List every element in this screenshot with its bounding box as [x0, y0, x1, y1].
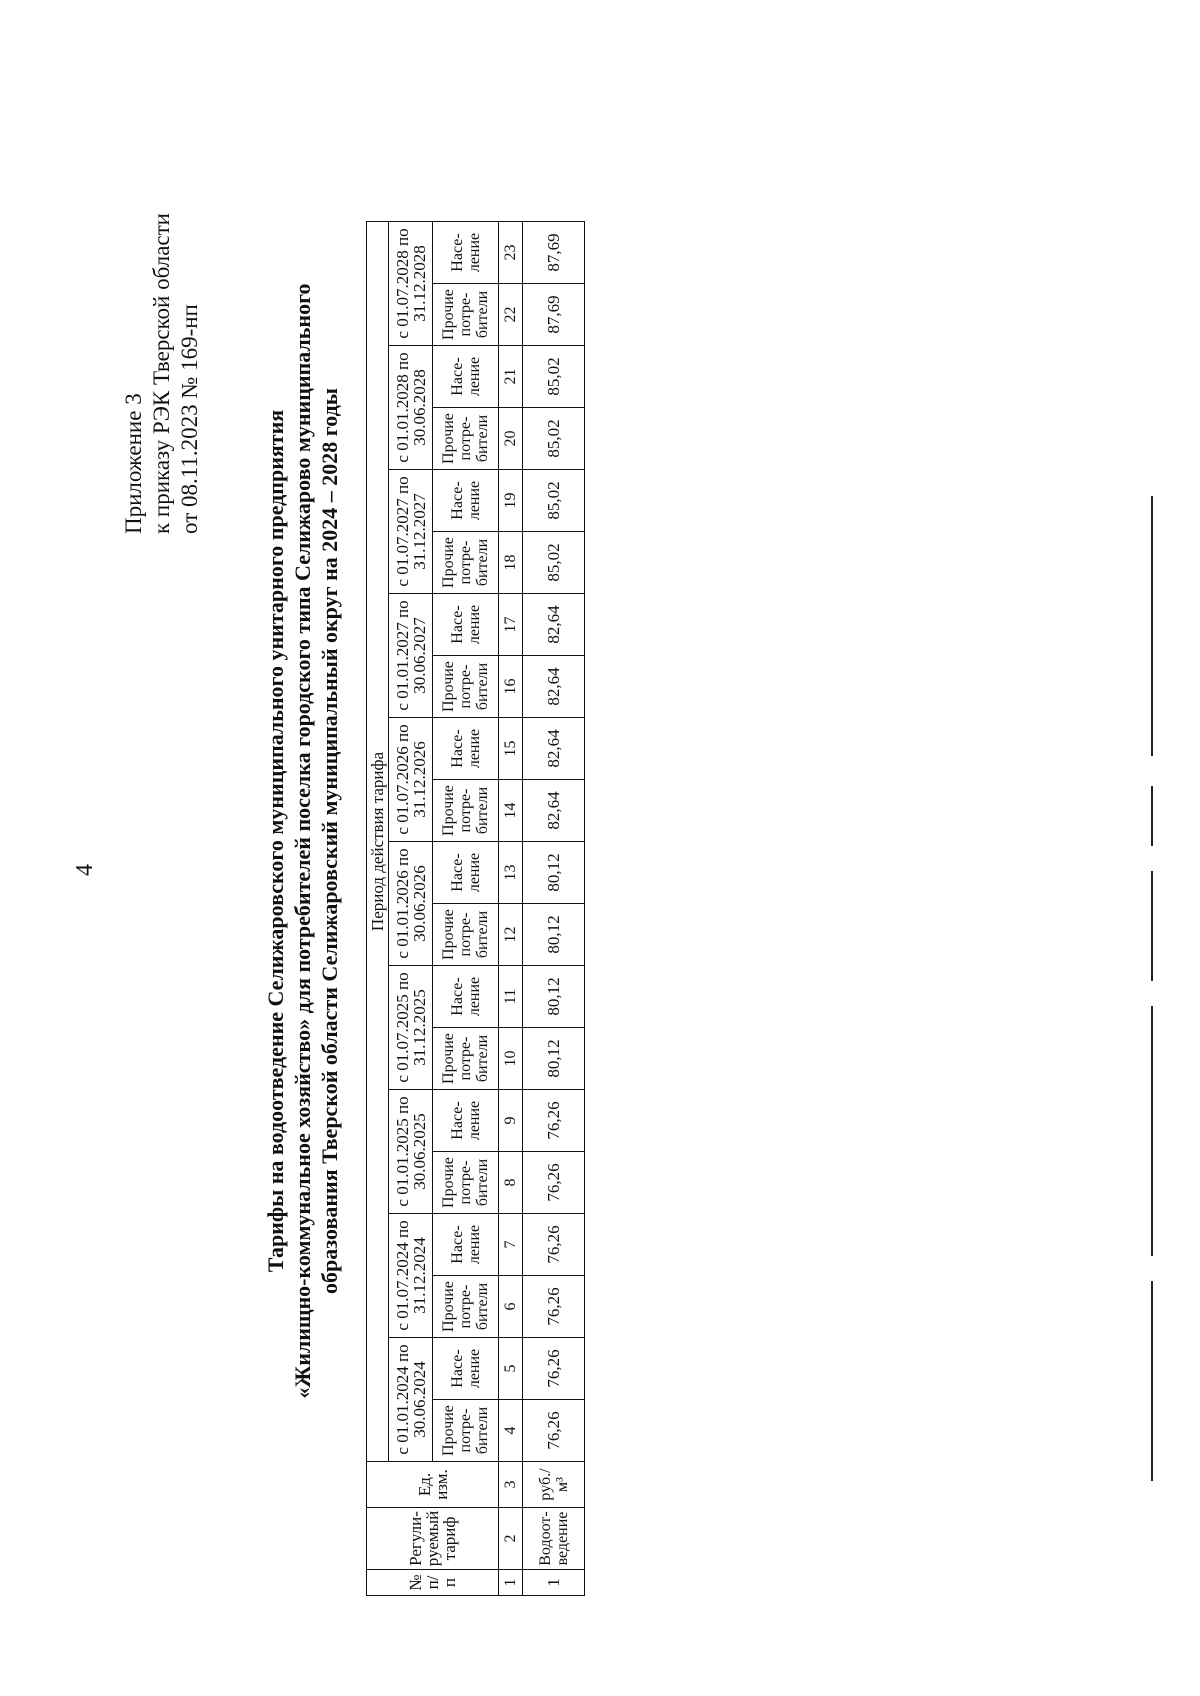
consumer-population: Насе-ление — [433, 222, 499, 284]
index-cell: 7 — [499, 1214, 523, 1276]
tariff-value: 76,26 — [523, 1090, 585, 1152]
index-cell: 5 — [499, 1338, 523, 1400]
header-row — [367, 222, 389, 1596]
consumer-population: Насе-ление — [433, 718, 499, 780]
tariff-value: 76,26 — [523, 1400, 585, 1462]
consumer-population: Насе-ление — [433, 346, 499, 408]
period-cell: с 01.01.2024 по 30.06.2024 — [389, 1338, 433, 1462]
tariff-value: 76,26 — [523, 1338, 585, 1400]
index-cell: 6 — [499, 1276, 523, 1338]
tariff-value: 80,12 — [523, 842, 585, 904]
tariff-value: 87,69 — [523, 284, 585, 346]
consumer-other: Прочие потре-бители — [433, 1152, 499, 1214]
scan-edge-line — [1151, 786, 1153, 846]
tariff-value: 82,64 — [523, 656, 585, 718]
annex-block — [120, 213, 204, 534]
index-row — [499, 222, 523, 1596]
scan-edge-line — [1151, 496, 1153, 756]
index-cell: 11 — [499, 966, 523, 1028]
period-row — [389, 222, 433, 1596]
consumer-other: Прочие потре-бители — [433, 408, 499, 470]
consumer-population: Насе-ление — [433, 1214, 499, 1276]
title-line: образования Тверской области Селижаровский муниципальный округ на 2024 – 2028 годы — [317, 388, 342, 1294]
consumer-population: Насе-ление — [433, 1090, 499, 1152]
consumer-population: Насе-ление — [433, 842, 499, 904]
index-cell: 19 — [499, 470, 523, 532]
tariff-value: 80,12 — [523, 966, 585, 1028]
scan-edge-line — [1151, 1281, 1153, 1481]
annex-line: Приложение 3 — [121, 393, 146, 534]
consumer-population: Насе-ление — [433, 470, 499, 532]
consumer-other: Прочие потре-бители — [433, 1028, 499, 1090]
tariff-value: 85,02 — [523, 470, 585, 532]
index-cell: 8 — [499, 1152, 523, 1214]
tariff-value: 76,26 — [523, 1214, 585, 1276]
index-cell: 17 — [499, 594, 523, 656]
tariff-value: 80,12 — [523, 904, 585, 966]
tariff-value: 76,26 — [523, 1276, 585, 1338]
tariff-value: 85,02 — [523, 346, 585, 408]
consumer-other: Прочие потре-бители — [433, 532, 499, 594]
tariff-value: 82,64 — [523, 718, 585, 780]
tariff-value: 80,12 — [523, 1028, 585, 1090]
row-num: 1 — [523, 1570, 585, 1596]
consumer-other: Прочие потре-бители — [433, 1276, 499, 1338]
document-title — [262, 141, 343, 1541]
scan-edge-line — [1151, 871, 1153, 981]
index-cell: 9 — [499, 1090, 523, 1152]
consumer-other: Прочие потре-бители — [433, 1400, 499, 1462]
index-cell: 4 — [499, 1400, 523, 1462]
period-cell: с 01.01.2027 по 30.06.2027 — [389, 594, 433, 718]
period-cell: с 01.01.2026 по 30.06.2026 — [389, 842, 433, 966]
period-cell: с 01.07.2028 по 31.12.2028 — [389, 222, 433, 346]
index-cell: 13 — [499, 842, 523, 904]
index-cell: 10 — [499, 1028, 523, 1090]
tariff-value: 76,26 — [523, 1152, 585, 1214]
col-header-unit: Ед. изм. — [367, 1462, 499, 1508]
period-cell: с 01.07.2027 по 31.12.2027 — [389, 470, 433, 594]
annex-line: к приказу РЭК Тверской области — [149, 213, 174, 534]
consumer-other: Прочие потре-бители — [433, 656, 499, 718]
index-cell: 15 — [499, 718, 523, 780]
row-tariff: Водоот-ведение — [523, 1508, 585, 1570]
index-cell: 23 — [499, 222, 523, 284]
index-cell: 18 — [499, 532, 523, 594]
index-cell: 16 — [499, 656, 523, 718]
col-header-num: № п/п — [367, 1570, 499, 1596]
index-cell: 12 — [499, 904, 523, 966]
period-header: Период действия тарифа — [367, 222, 389, 1462]
tariff-value: 85,02 — [523, 532, 585, 594]
period-cell: с 01.07.2025 по 31.12.2025 — [389, 966, 433, 1090]
consumer-population: Насе-ление — [433, 594, 499, 656]
row-unit: руб./м³ — [523, 1462, 585, 1508]
index-cell: 2 — [499, 1508, 523, 1570]
consumer-other: Прочие потре-бители — [433, 780, 499, 842]
consumer-row — [433, 222, 499, 1596]
index-cell: 20 — [499, 408, 523, 470]
index-cell: 3 — [499, 1462, 523, 1508]
consumer-population: Насе-ление — [433, 966, 499, 1028]
consumer-other: Прочие потре-бители — [433, 904, 499, 966]
period-cell: с 01.01.2025 по 30.06.2025 — [389, 1090, 433, 1214]
period-cell: с 01.01.2028 по 30.06.2028 — [389, 346, 433, 470]
index-cell: 21 — [499, 346, 523, 408]
tariff-value: 87,69 — [523, 222, 585, 284]
index-cell: 14 — [499, 780, 523, 842]
tariff-table — [366, 221, 585, 1596]
table-row — [523, 222, 585, 1596]
col-header-tariff: Регули-руемый тариф — [367, 1508, 499, 1570]
period-cell: с 01.07.2026 по 31.12.2026 — [389, 718, 433, 842]
period-cell: с 01.07.2024 по 31.12.2024 — [389, 1214, 433, 1338]
tariff-value: 82,64 — [523, 780, 585, 842]
index-cell: 1 — [499, 1570, 523, 1596]
consumer-other: Прочие потре-бители — [433, 284, 499, 346]
tariff-value: 82,64 — [523, 594, 585, 656]
annex-line: от 08.11.2023 № 169-нп — [177, 304, 202, 534]
page-number: 4 — [72, 864, 98, 876]
index-cell: 22 — [499, 284, 523, 346]
scan-edge-line — [1151, 1006, 1153, 1256]
title-line: Тарифы на водоотведение Селижаровского муниципального унитарного предприятия — [263, 409, 288, 1273]
consumer-population: Насе-ление — [433, 1338, 499, 1400]
tariff-value: 85,02 — [523, 408, 585, 470]
title-line: «Жилищно-коммунальное хозяйство» для потребителей поселка городского типа Селижарово муниципального — [290, 283, 315, 1399]
